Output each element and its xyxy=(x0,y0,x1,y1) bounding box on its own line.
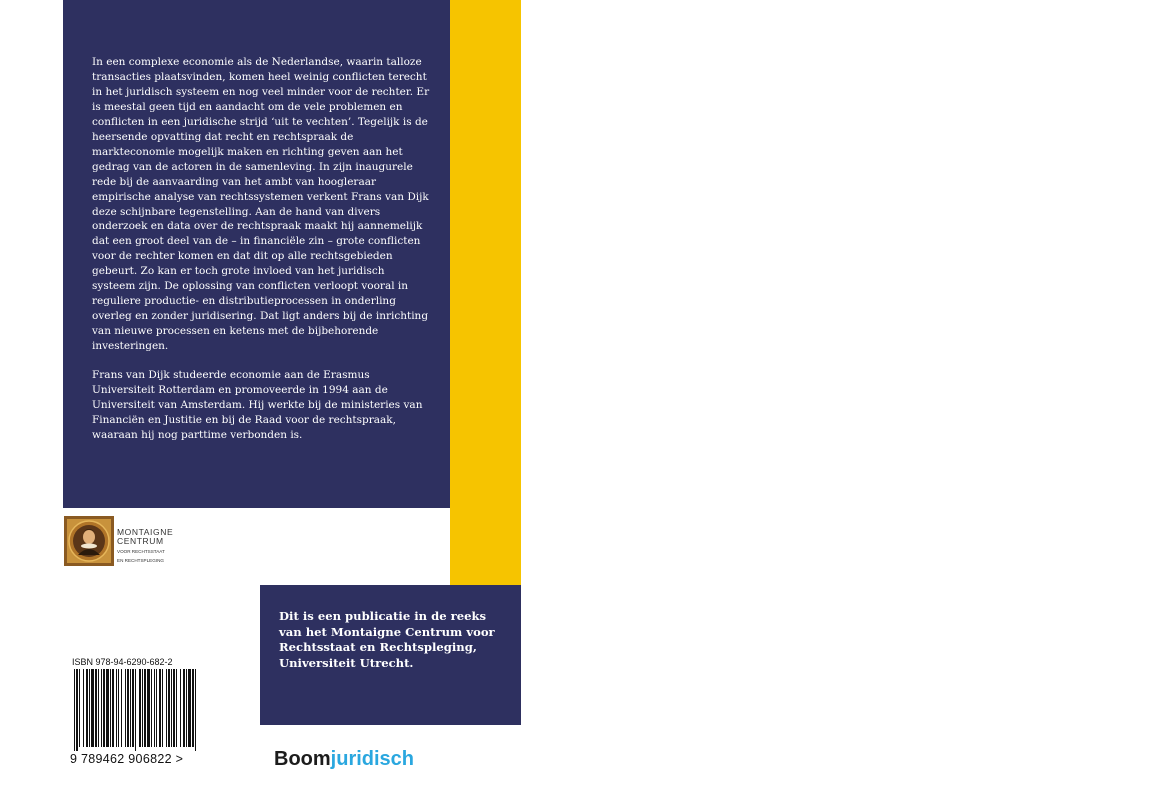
montaigne-centrum-logo xyxy=(63,512,203,570)
isbn-barcode xyxy=(70,669,205,753)
publisher-logo xyxy=(274,748,414,771)
decorative-m-watermark: M xyxy=(905,44,1154,355)
logo-wordmark xyxy=(117,528,173,564)
logo-name-line-2: CENTRUM xyxy=(117,536,164,546)
blurb-paragraph-author: Frans van Dijk studeerde economie aan de Erasmus Universiteit Rotterdam en promoveerde in 1994 aan de Universiteit van Amsterdam. Hij werkte bij de ministeries van Financiën en Justitie en bij de Raad voor de rechtspraak, waaraan hij nog parttime verbonden is. xyxy=(92,369,423,441)
isbn-label: ISBN 978-94-6290-682-2 xyxy=(72,657,173,667)
logo-sub-line-1: VOOR RECHTSSTAAT xyxy=(117,549,165,554)
blurb-paragraph-summary: In een complexe economie als de Nederlandse, waarin talloze transacties plaatsvinden, komen heel weinig conflicten terecht in het juridisch systeem en nog veel minder voor de rechter. Er is meestal geen tijd en aandacht om de vele problemen en conflicten in een juridische strijd ‘uit te vechten’. Tegelijk is de heersende opvatting dat recht en rechtspraak de markteconomie mogelijk maken en richting geven aan het gedrag van de actoren in de samenleving. In zijn inaugurele rede bij de aanvaarding van het ambt van hoogleraar empirische analyse van rechtssystemen verkent Frans van Dijk deze schijnbare tegenstelling. Aan de hand van divers onderzoek en data over de rechtspraak maakt hij aannemelijk dat een groot deel van de – in financiële zin – grote conflicten voor de rechter komen en dat dit op alle rechtsgebieden gebeurt. Zo kan er toch grote invloed van het juridisch systeem zijn. De oplossing van conflicten verloopt vooral in reguliere productie- en distributieprocessen in onderling overleg en zonder juridisering. Dat ligt anders bij de inrichting van nieuwe processen en ketens met de bijbehorende investeringen. xyxy=(92,56,430,353)
back-cover-blurb xyxy=(92,55,430,443)
montaigne-portrait-seal-icon xyxy=(63,515,115,567)
barcode-digits: 9 789462 906822 > xyxy=(70,752,184,766)
series-note: Dit is een publicatie in de reeks van het Montaigne Centrum voor Rechtsstaat en Rechtspleging, Universiteit Utrecht. xyxy=(279,609,495,670)
publisher-name-boom: Boom xyxy=(274,748,331,770)
logo-name-line-1: MONTAIGNE xyxy=(117,527,174,537)
logo-sub-line-2: EN RECHTSPLEGING xyxy=(117,558,164,563)
yellow-side-strip xyxy=(450,0,1154,585)
publisher-name-juridisch: juridisch xyxy=(330,748,415,770)
